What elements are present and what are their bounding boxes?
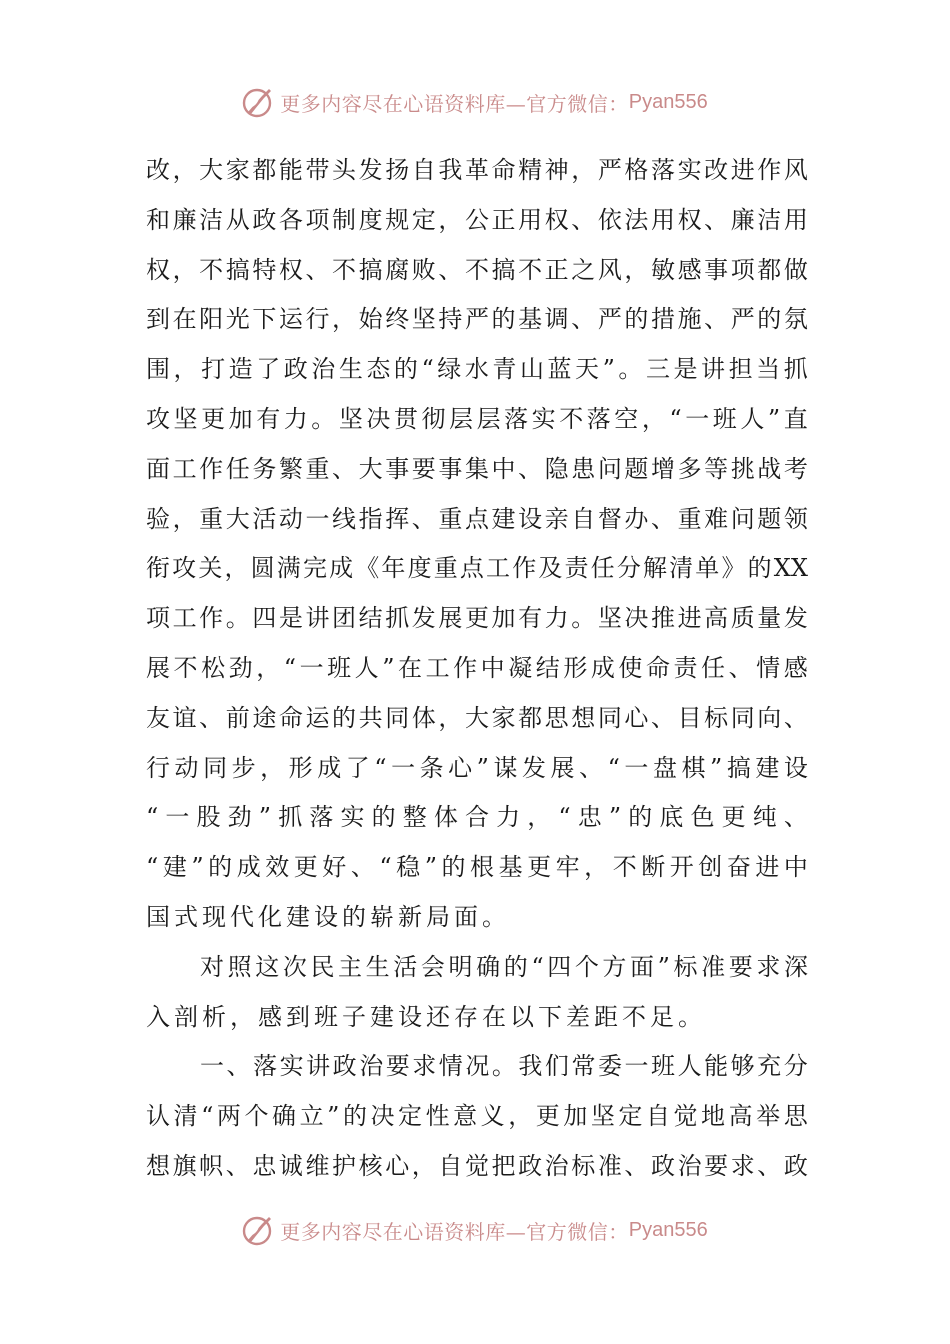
text-line: 友 谊 、 前 途 命 运 的 共 同 体 ， 大 家 都 思 想 同 心 、 目 标 同 向 、 xyxy=(146,703,808,732)
pen-nib-logo-icon xyxy=(242,85,276,119)
watermark-banner-top xyxy=(0,80,950,124)
text-line: 权 ， 不 搞 特 权 、 不 搞 腐 败 、 不 搞 不 正 之 风 ， 敏 感 事 项 都 做 xyxy=(146,255,808,284)
text-line: 对 照 这 次 民 主 生 活 会 明 确 的 “ 四 个 方 面 ” 标 准 要 求 深 xyxy=(200,952,808,981)
text-line: 到 在 阳 光 下 运 行 ， 始 终 坚 持 严 的 基 调 、 严 的 措 施 、 严 的 氛 xyxy=(146,305,808,334)
text-line: 想 旗 帜 、 忠 诚 维 护 核 心 ， 自 觉 把 政 治 标 准 、 政 治 要 求 、 政 xyxy=(146,1151,808,1180)
text-line: “ 建 ” 的 成 效 更 好 、 “ 稳 ” 的 根 基 更 牢 ， 不 断 开 创 奋 进 中 xyxy=(146,853,808,882)
text-line: 行 动 同 步 ， 形 成 了 “ 一 条 心 ” 谋 发 展 、 “ 一 盘 棋 ” 搞 建 设 xyxy=(146,753,808,782)
text-line: 攻 坚 更 加 有 力 。 坚 决 贯 彻 层 层 落 实 不 落 空 ， “ 一 班 人 ” 直 xyxy=(146,404,808,433)
text-line: 验 ， 重 大 活 动 一 线 指 挥 、 重 点 建 设 亲 自 督 办 、 重 难 问 题 领 xyxy=(146,504,808,533)
text-line: 项 工 作 。 四 是 讲 团 结 抓 发 展 更 加 有 力 。 坚 决 推 进 高 质 量 发 xyxy=(146,604,808,633)
watermark-banner-bottom xyxy=(0,1208,950,1252)
text-line: 认 清 “ 两 个 确 立 ” 的 决 定 性 意 义 ， 更 加 坚 定 自 觉 地 高 举 思 xyxy=(146,1102,808,1131)
text-line: 面 工 作 任 务 繁 重 、 大 事 要 事 集 中 、 隐 患 问 题 增 多 等 挑 战 考 xyxy=(146,454,808,483)
document-body xyxy=(146,146,808,1192)
watermark-wechat-id: Pyan556 xyxy=(628,1218,708,1241)
text-line: “ 一 股 劲 ” 抓 落 实 的 整 体 合 力 ， “ 忠 ” 的 底 色 更 纯 、 xyxy=(146,803,808,832)
text-line: 和 廉 洁 从 政 各 项 制 度 规 定 ， 公 正 用 权 、 依 法 用 权 、 廉 洁 用 xyxy=(146,205,808,234)
watermark-text: 更多内容尽在心语资料库—官方微信： xyxy=(280,1219,629,1244)
text-line: 改 ， 大 家 都 能 带 头 发 扬 自 我 革 命 精 神 ， 严 格 落 实 改 进 作 风 xyxy=(146,156,808,184)
text-line: 围 ， 打 造 了 政 治 生 态 的 “ 绿 水 青 山 蓝 天 ” 。 三 是 讲 担 当 抓 xyxy=(146,355,808,384)
pen-nib-logo-icon xyxy=(242,1213,276,1247)
text-line: 入剖析，感到班子建设还存在以下差距不足。 xyxy=(146,1002,706,1031)
text-line: 衔 攻 关 ， 圆 满 完 成 《 年 度 重 点 工 作 及 责 任 分 解 清 单 》 的 XX xyxy=(146,554,808,583)
text-line: 国式现代化建设的崭新局面。 xyxy=(146,902,510,931)
text-line: 一 、 落 实 讲 政 治 要 求 情 况 。 我 们 常 委 一 班 人 能 够 充 分 xyxy=(200,1052,808,1081)
watermark-wechat-id: Pyan556 xyxy=(628,90,708,113)
text-line: 展 不 松 劲 ， “ 一 班 人 ” 在 工 作 中 凝 结 形 成 使 命 责 任 、 情 感 xyxy=(146,653,808,682)
watermark-text: 更多内容尽在心语资料库—官方微信： xyxy=(280,91,629,116)
